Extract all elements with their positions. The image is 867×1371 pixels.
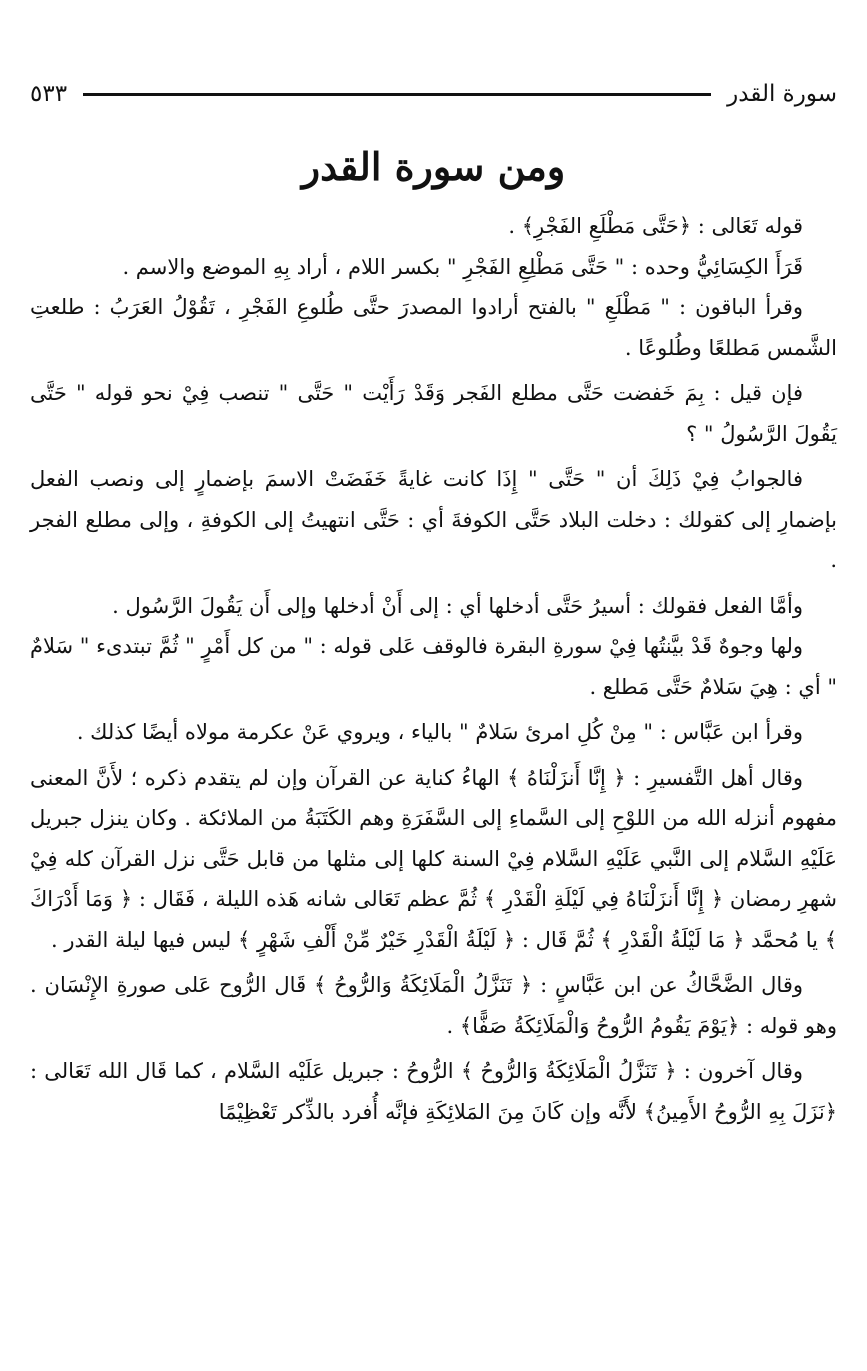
- paragraph: قوله تَعَالى : ﴿حَتَّى مَطْلَعِ الفَجْرِ﴾ .: [508, 214, 803, 238]
- paragraph: قَرَأَ الكِسَائِيُّ وحده : " حَتَّى مَطْلِعِ الفَجْرِ " بكسر اللام ، أراد بِهِ الموضع والاسم .: [122, 254, 803, 279]
- body-text: [30, 206, 837, 1132]
- header-rule: [83, 93, 711, 96]
- paragraph: وقال آخرون : ﴿ تَنَزَّلُ الْمَلَائِكَةُ وَالرُّوحُ ﴾ الرُّوحُ : جبريل عَلَيْه السَّلام ، كما قَال الله تَعَالى : ﴿نَزَلَ بِهِ الرُّوحُ الأَمِينُ﴾ لأَنَّه وإن كَانَ مِنَ المَلائِكَةِ فإنَّه أُفرد بالذِّكر تَعْظِيْمًا: [30, 1059, 837, 1124]
- paragraph: ولها وجوهٌ قَدْ بيَّنتُها فِيْ سورةِ البقرة فالوقف عَلى قوله : " من كل أَمْرٍ " ثُمَّ تبتدىء " سَلامٌ " أي : هِيَ سَلامٌ حَتَّى مَطلع .: [30, 634, 837, 699]
- page-number: ٥٣٣: [30, 81, 68, 107]
- paragraph: فالجوابُ فِيْ ذَلِكَ أن " حَتَّى " إِذَا كانت غايةً خَفَضَتْ الاسمَ بإضمارٍ إلى ونصب الفعل بإضمارِ إلى كقولك : دخلت البلاد حَتَّى الكوفةَ أي : حَتَّى انتهيتُ إلى الكوفةِ ، وإلى مطلع الفجر .: [30, 467, 837, 572]
- running-head-surah-name: سورة القدر: [727, 81, 837, 107]
- paragraph: وقرأ ابن عَبَّاس : " مِنْ كُلِ امرئ سَلامٌ " بالياء ، ويروي عَنْ عكرمة مولاه أيضًا كذلك .: [76, 720, 803, 744]
- paragraph: وقال الضَّحَّاكُ عن ابن عَبَّاسٍ : ﴿ تَنَزَّلُ الْمَلَائِكَةُ وَالرُّوحُ ﴾ قَال الرُّوح عَلى صورةِ الإِنْسَان . وهو قوله : ﴿يَوْمَ يَقُومُ الرُّوحُ وَالْمَلَائِكَةُ صَفًّا﴾ .: [30, 973, 837, 1038]
- chapter-title: ومن سورة القدر: [301, 144, 566, 189]
- paragraph: فإن قيل : بِمَ خَفضت حَتَّى مطلع الفَجر وَقَدْ رَأَيْت " حَتَّى " تنصب فِيْ نحو قوله " حَتَّى يَقُولَ الرَّسُولُ " ؟: [30, 381, 837, 446]
- paragraph: وأمَّا الفعل فقولك : أسيرُ حَتَّى أدخلها أي : إلى أَنْ أدخلها وإلى أَن يَقُولَ الرَّسُول .: [112, 593, 803, 618]
- book-page: [30, 72, 837, 1362]
- paragraph: وقال أهل التَّفسيرِ : ﴿ إِنَّا أَنزَلْنَاهُ ﴾ الهاءُ كناية عن القرآن وإن لم يتقدم ذكره ؛ لأَنَّ المعنى مفهوم أنزله الله من اللوْحِ إلى السَّماءِ إلى السَّفَرَةِ وهم الكَتَبَةُ من الملائكة . وكان ينزل جبريل عَلَيْهِ السَّلام إلى النَّبي عَلَيْهِ السَّلام فِيْ السنة كلها إلى مثلها من قابل حَتَّى نزل القرآن كله فِيْ شهرِ رمضان ﴿ إِنَّا أَنزَلْنَاهُ فِي لَيْلَةِ الْقَدْرِ ﴾ ثُمَّ عظم تَعَالى شانه هَذه الليلة ، فَقَال : ﴿ وَمَا أَدْرَاكَ ﴾ يا مُحمَّد ﴿ مَا لَيْلَةُ الْقَدْرِ ﴾ ثُمَّ قَال : ﴿ لَيْلَةُ الْقَدْرِ خَيْرٌ مِّنْ أَلْفِ شَهْرٍ ﴾ ليس فيها ليلة القدر .: [30, 765, 837, 952]
- page-header: [30, 72, 837, 116]
- paragraph: وقرأ الباقون : " مَطْلَعِ " بالفتح أرادوا المصدرَ حتَّى طُلوعِ الفَجْرِ ، تَقُوْلُ العَرَبُ : طلعتِ الشَّمس مَطلعًا وطُلوعًا .: [30, 295, 837, 360]
